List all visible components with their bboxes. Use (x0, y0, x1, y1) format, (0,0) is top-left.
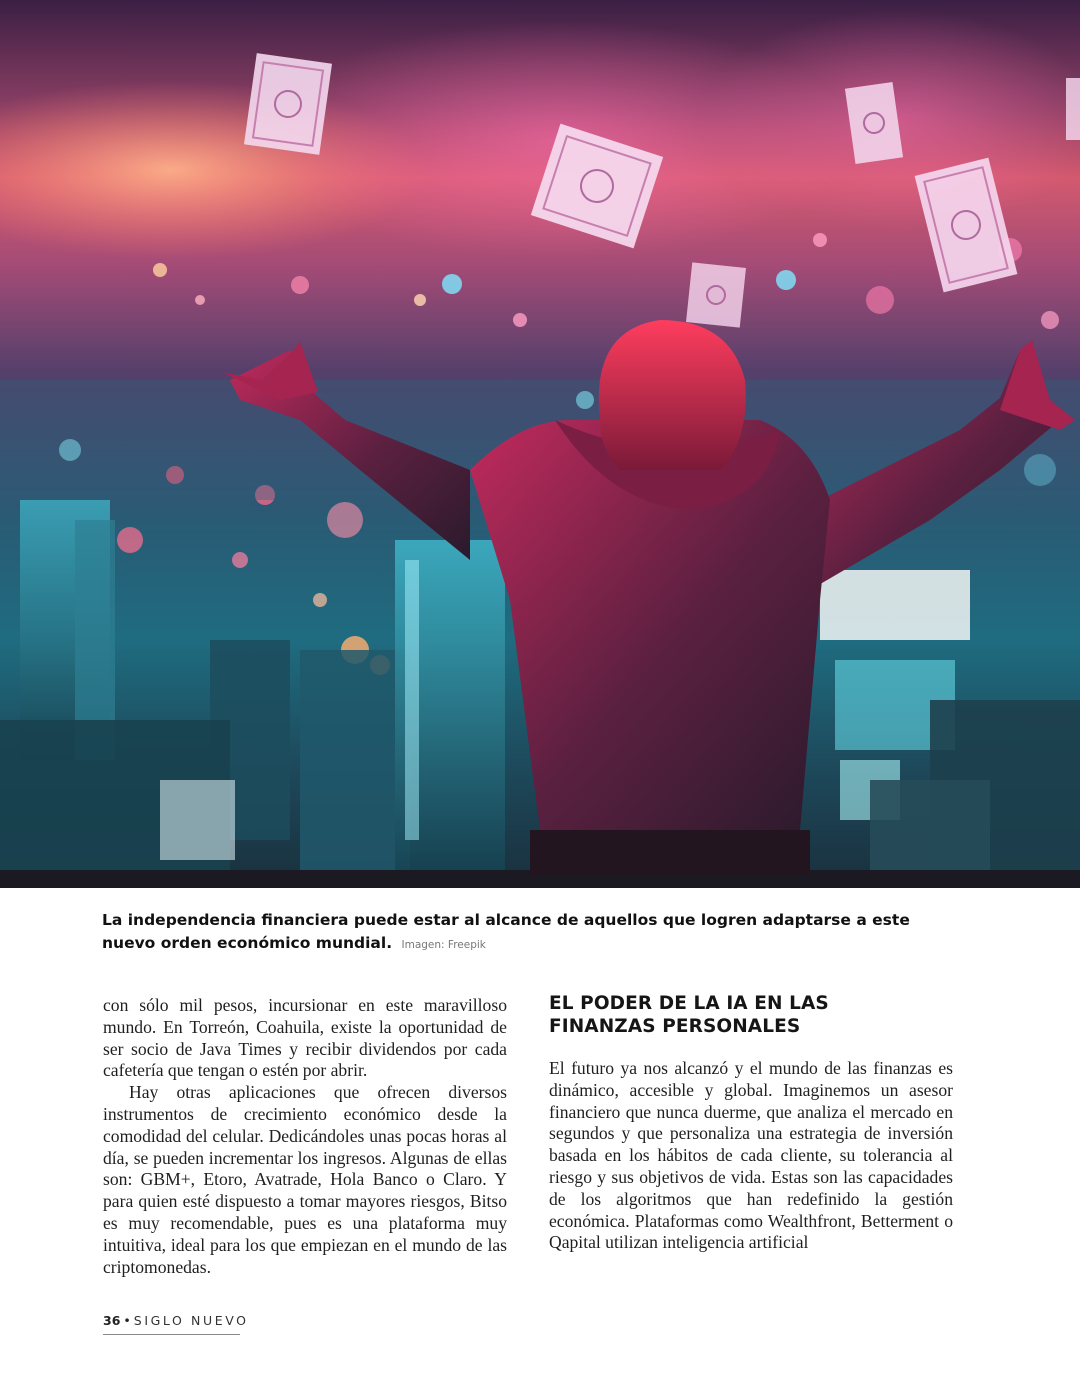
paragraph: El futuro ya nos alcanzó y el mundo de las finanzas es dinámico, accesible y global. Imaginemos un asesor financiero que nunca duerme, que analiza el mercado en segundos y que personaliza una estrategia de inversión basada en los hábitos de cada cliente, su tolerancia al riesgo y sus objetivos de vida. Estas son las capacidades de los algoritmos que han redefinido la gestión económica. Plataformas como Wealthfront, Betterment o Qapital utilizan inteligencia artificial (549, 1058, 953, 1253)
left-column (103, 995, 507, 1278)
paragraph: con sólo mil pesos, incursionar en este maravilloso mundo. En Torreón, Coahuila, existe la oportunidad de ser socio de Java Times y recibir dividendos por cada cafetería que tengan o estén por abrir. (103, 995, 507, 1081)
section-heading-line: EL PODER DE LA IA EN LAS (549, 993, 829, 1014)
section-heading-line: FINANZAS PERSONALES (549, 1015, 801, 1037)
folio-separator: • (123, 1313, 131, 1328)
right-column (549, 1058, 953, 1254)
image-credit: Imagen: Freepik (401, 939, 486, 951)
image-caption (102, 909, 962, 957)
section-heading (549, 993, 969, 1038)
paragraph: Hay otras aplicaciones que ofrecen diversos instrumentos de crecimiento económico desde la comodidad del celular. Dedicándoles unas pocas horas al día, se pueden incrementar los ingresos. Algunas de ellas son: GBM+, Etoro, Avatrade, Hola Banco o Claro. Y para quien esté dispuesto a tomar mayores riesgos, Bitso es muy recomendable, pues es una plataforma muy intuitiva, ideal para los que empiezan en el mundo de las criptomonedas. (103, 1082, 507, 1277)
magazine-name: SIGLO NUEVO (133, 1313, 249, 1328)
page-number: 36 (103, 1313, 121, 1328)
caption-text: La independencia financiera puede estar al alcance de aquellos que logren adaptarse a este nuevo orden económico mundial. (102, 911, 910, 952)
page-folio (103, 1313, 249, 1335)
